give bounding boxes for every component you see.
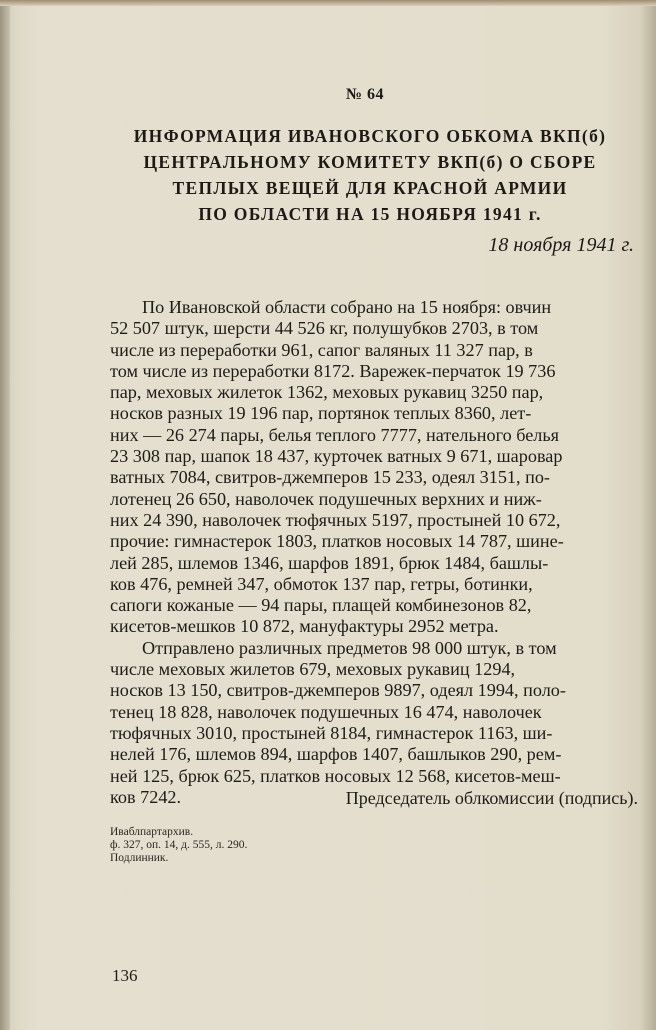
archive-line: Иваблпартархив. [110,826,194,838]
document-date: 18 ноября 1941 г. [488,234,634,256]
title-line: ТЕПЛЫХ ВЕЩЕЙ ДЛЯ КРАСНОЙ АРМИИ [172,178,568,198]
text-line: ватных 7084, свитров-джемперов 15 233, одеял 3151, по- [110,467,550,488]
text-line: тенец 18 828, наволочек подушечных 16 474, наволочек [110,701,542,722]
text-line: ков 7242. [110,786,182,807]
text-line: 23 308 пар, шапок 18 437, курточек ватных 9 671, шаровар [110,446,563,467]
document-title [100,123,640,227]
text-line: 52 507 штук, шерсти 44 526 кг, полушубков 2703, в том [110,318,539,339]
text-line: лей 285, шлемов 1346, шарфов 1891, брюк 1484, башлы- [110,552,549,573]
text-line: По Ивановской области собрано на 15 ноября: овчин [142,297,552,317]
archive-reference [110,826,247,865]
page-top-edge [0,0,656,6]
text-line: них 24 390, наволочек тюфячных 5197, простыней 10 672, [110,509,561,530]
archive-line: ф. 327, оп. 14, д. 555, л. 290. [110,839,248,851]
text-line: числе из переработки 961, сапог валяных 11 327 пар, в [110,339,533,360]
page-number: 136 [112,966,138,985]
text-line: ней 125, брюк 625, платков носовых 12 568, кисетов-меш- [110,765,561,786]
text-line: том числе из переработки 8172. Варежек-перчаток 19 736 [110,360,556,381]
text-line: носков 13 150, свитров-джемперов 9897, одеял 1994, поло- [110,680,566,701]
text-line: нелей 176, шлемов 894, шарфов 1407, башлыков 290, рем- [110,744,562,765]
text-line: пар, меховых жилеток 1362, меховых рукавиц 3250 пар, [110,382,544,403]
signature-line: Председатель облкомиссии (подпись). [345,788,638,808]
text-line: числе меховых жилетов 679, меховых рукавиц 1294, [110,659,516,680]
page-binding-edge [0,0,10,1030]
text-line: кисетов-мешков 10 872, мануфактуры 2952 метра. [110,616,499,637]
text-line: них — 26 274 пары, белья теплого 7777, нательного белья [110,424,560,445]
title-line: ПО ОБЛАСТИ НА 15 НОЯБРЯ 1941 г. [198,204,542,224]
paragraph-collected [110,297,638,638]
document-number: № 64 [345,86,385,103]
text-line: лотенец 26 650, наволочек подушечных верхних и ниж- [110,488,542,509]
text-line: носков разных 19 196 пар, портянок теплых 8360, лет- [110,403,532,424]
text-line: сапоги кожаные — 94 пары, плащей комбинезонов 82, [110,595,532,616]
text-line: прочие: гимнастерок 1803, платков носовых 14 787, шине- [110,531,564,552]
paragraph-sent [110,638,638,808]
document-body [110,297,638,808]
text-line: ков 476, ремней 347, обмоток 137 пар, гетры, ботинки, [110,573,533,594]
title-line: ЦЕНТРАЛЬНОМУ КОМИТЕТУ ВКП(б) О СБОРЕ [143,152,597,172]
text-line: тюфячных 3010, простыней 8184, гимнастерок 1163, ши- [110,722,553,743]
text-line: Отправлено различных предметов 98 000 штук, в том [142,637,557,658]
title-line: ИНФОРМАЦИЯ ИВАНОВСКОГО ОБКОМА ВКП(б) [133,126,607,146]
archive-line: Подлинник. [110,852,169,864]
